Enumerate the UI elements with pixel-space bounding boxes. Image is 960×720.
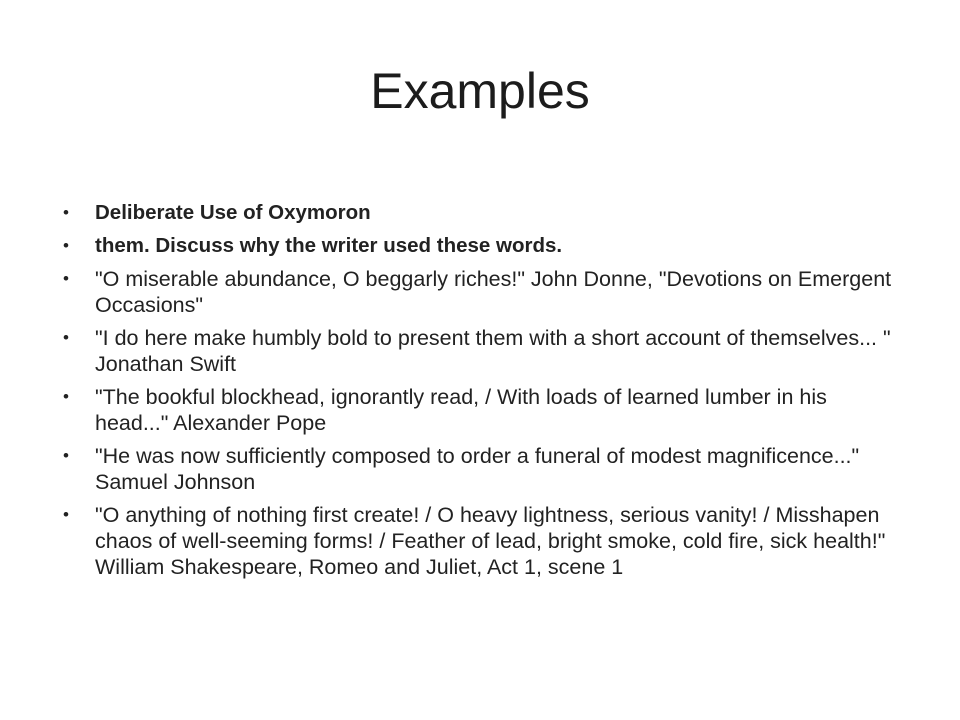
bullet-list xyxy=(60,200,900,587)
bullet-text: "I do here make humbly bold to present them with a short account of themselves... " Jonathan Swift xyxy=(95,326,891,376)
bullet-text: Deliberate Use of Oxymoron xyxy=(95,201,371,224)
bullet-item xyxy=(60,384,900,436)
bullet-text: "He was now sufficiently composed to order a funeral of modest magnificence..." Samuel Johnson xyxy=(95,444,860,494)
bullet-text: them. Discuss why the writer used these words. xyxy=(95,234,563,257)
bullet-icon: • xyxy=(63,387,69,406)
bullet-text: "The bookful blockhead, ignorantly read, / With loads of learned lumber in his head..." Alexander Pope xyxy=(95,385,827,435)
bullet-icon: • xyxy=(63,505,69,524)
bullet-item xyxy=(60,233,900,259)
bullet-icon: • xyxy=(63,328,69,347)
bullet-item xyxy=(60,502,900,580)
bullet-item xyxy=(60,325,900,377)
bullet-item xyxy=(60,443,900,495)
bullet-icon: • xyxy=(63,446,69,465)
bullet-text: "O miserable abundance, O beggarly riches!" John Donne, "Devotions on Emergent Occasions" xyxy=(95,267,892,317)
slide-title: Examples xyxy=(370,63,590,119)
bullet-icon: • xyxy=(63,203,69,222)
bullet-item xyxy=(60,200,900,226)
bullet-text: "O anything of nothing first create! / O heavy lightness, serious vanity! / Misshapen chaos of well-seeming forms! / Feather of lead, bright smoke, cold fire, sick health!" William Shakespeare, Romeo and Juliet, Act 1, scene 1 xyxy=(95,503,886,579)
bullet-icon: • xyxy=(63,236,69,255)
bullet-icon: • xyxy=(63,269,69,288)
bullet-item xyxy=(60,266,900,318)
